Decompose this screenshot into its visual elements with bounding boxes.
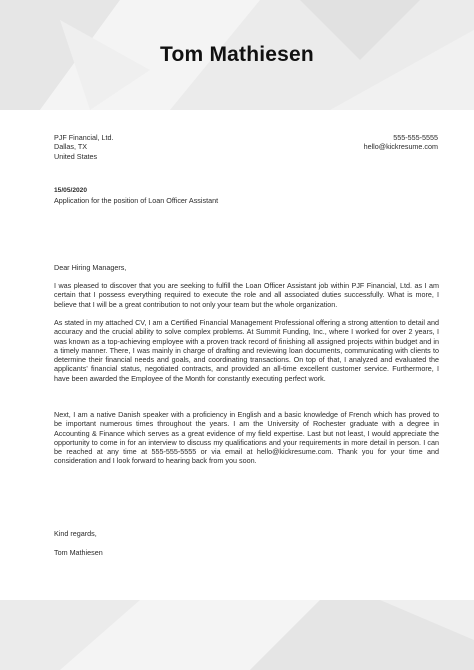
recipient-address (54, 133, 114, 161)
paragraph-experience: As stated in my attached CV, I am a Certified Financial Management Professional offering a strong attention to detail and accuracy and the crucial ability to solve complex problems. At Summit Funding, Inc., where I worked for over 2 years, I was known as a top-achieving employee with a proven track record of finishing all assigned projects within budget and in a timely manner. There, I was mainly in charge of drafting and reviewing loan documents, communicating with clients to determine their financial needs and goals, and coordinating transactions. On top of that, I analyzed and evaluated the applicants' financial status, negotiated contracts, and provided an all-time excellent customer service. Furthermore, I have been awarded the Employee of the Month for constantly executing perfect work. (54, 318, 439, 383)
recipient-company: PJF Financial, Ltd. (54, 133, 114, 142)
applicant-name: Tom Mathiesen (160, 43, 314, 66)
letter-subject: Application for the position of Loan Officer Assistant (54, 196, 219, 205)
email-address: hello@kickresume.com (363, 142, 438, 152)
salutation: Dear Hiring Managers, (54, 263, 127, 272)
signature-name: Tom Mathiesen (54, 548, 103, 557)
footer-banner (0, 600, 474, 670)
closing-phrase: Kind regards, (54, 529, 97, 538)
paragraph-intro: I was pleased to discover that you are seeking to fulfill the Loan Officer Assistant job within PJF Financial, Ltd. as I am certain that I possess everything required to execute the role and all associated duties successfully. What is more, I believe that I will be a great contribution to not only your team but the whole organization. (54, 281, 439, 309)
contact-info (364, 133, 438, 152)
recipient-country: United States (54, 151, 98, 161)
recipient-city: Dallas, TX (54, 142, 88, 152)
footer-background-pattern (0, 600, 474, 670)
letter-date: 15/05/2020 (54, 187, 88, 194)
paragraph-closing: Next, I am a native Danish speaker with a proficiency in English and a basic knowledge of French which has proved to be important numerous times throughout the years. I am the University of Rochester graduate with a degree in Accounting & Finance which serves as a great evidence of my field expertise. Last but not least, I would appreciate the opportunity to come in for an interview to discuss my qualifications and your requirements in more detail in person. I can be reached at any time at 555-555-5555 or via email at hello@kickresume.com. Thank you for your time and consideration and I look forward to hearing back from you soon. (54, 410, 439, 466)
header-banner (0, 0, 474, 110)
phone-number: 555-555-5555 (393, 133, 438, 142)
